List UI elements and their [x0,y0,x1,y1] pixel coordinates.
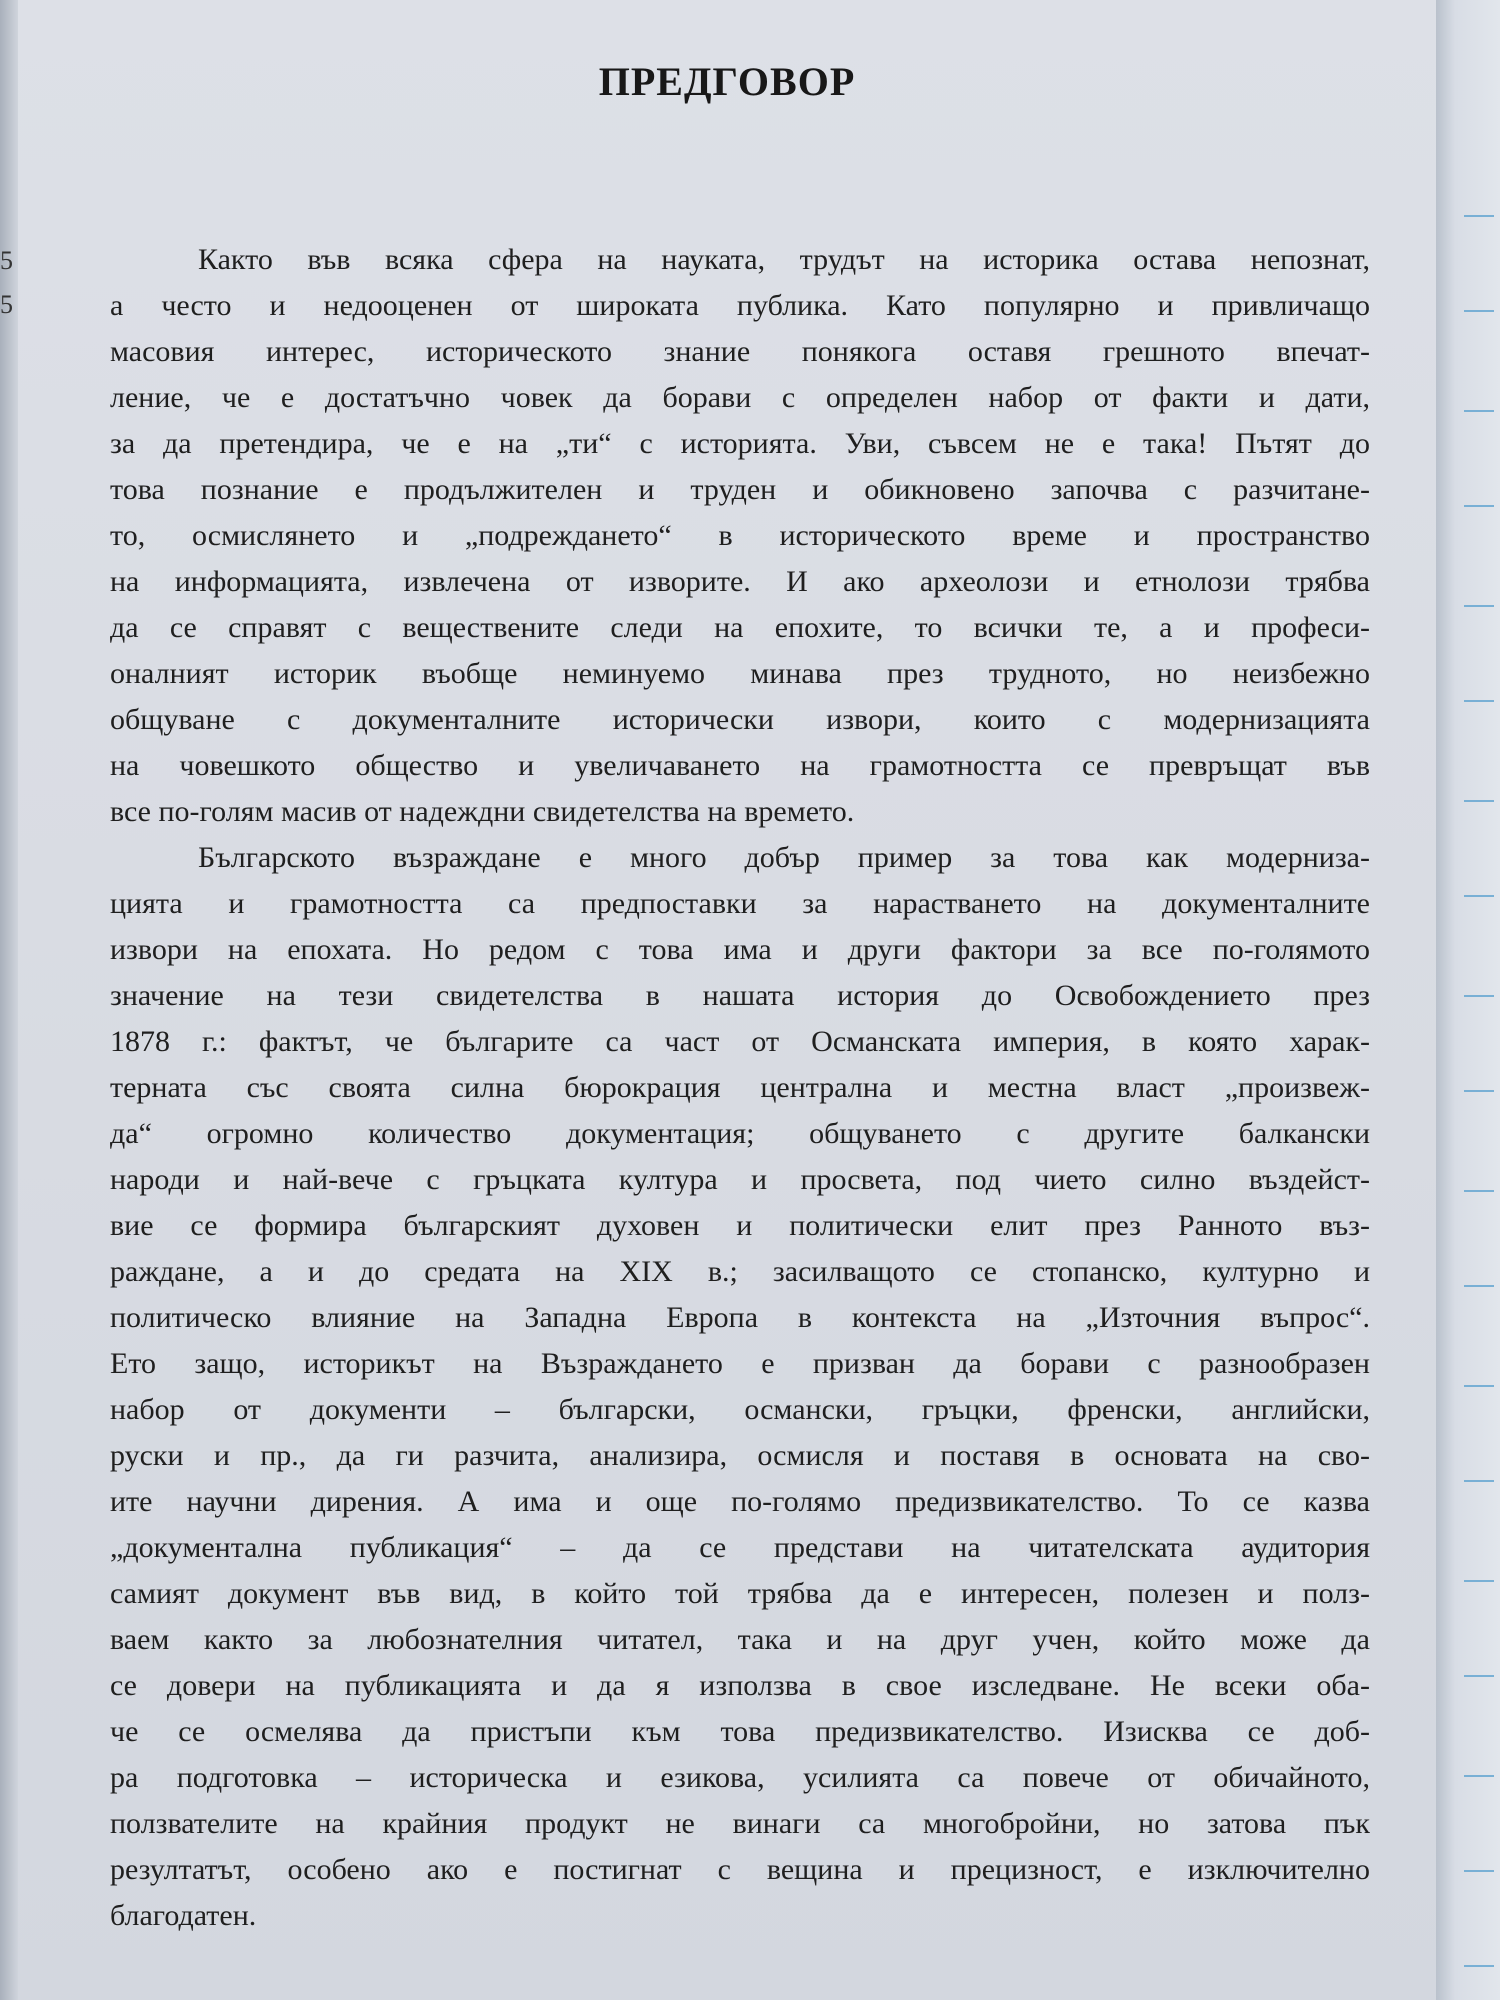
ruled-line [1464,605,1494,607]
ruled-line [1464,1385,1494,1387]
text-line: ваем както за любознателния читател, така и на друг учен, който може да [110,1623,1370,1656]
text-line: извори на епохата. Но редом с това има и други фактори за все по-голямото [110,933,1370,966]
ruled-line [1464,995,1494,997]
text-line: самият документ във вид, в който той трябва да е интересен, полезен и полз- [110,1577,1370,1610]
text-line: се довери на публикацията и да я използва в свое изследване. Не всеки оба- [110,1669,1370,1702]
book-page [18,0,1436,2000]
ruled-line [1464,1480,1494,1482]
text-line: да“ огромно количество документация; общуването с другите балкански [110,1117,1370,1150]
next-page-edge [1436,0,1500,2000]
text-line: благодатен. [110,1899,257,1932]
text-line: то, осмислянето и „подреждането“ в историческото време и пространство [110,519,1370,552]
text-line: ра подготовка – историческа и езикова, усилията са повече от обичайното, [110,1761,1370,1794]
text-line: 1878 г.: фактът, че българите са част от Османската империя, в която харак- [110,1025,1370,1058]
text-line: на информацията, извлечена от изворите. И ако археолози и етнолози трябва [110,565,1370,598]
edge-mark: 5 [0,246,13,275]
ruled-line [1464,895,1494,897]
text-line: Както във всяка сфера на науката, трудът на историка остава непознат, [198,243,1370,276]
ruled-line [1464,700,1494,702]
text-line: това познание е продължителен и труден и обикновено започва с разчитане- [110,473,1370,506]
body-text [110,237,1370,1939]
ruled-line [1464,1285,1494,1287]
facing-page-edge [0,0,18,2000]
ruled-line [1464,1675,1494,1677]
text-line: значение на тези свидетелства в нашата история до Освобождението през [110,979,1370,1012]
text-line: че се осмелява да пристъпи към това предизвикателство. Изисква се доб- [110,1715,1370,1748]
text-line: общуване с документалните исторически извори, които с модернизацията [110,703,1370,736]
text-line: оналният историк въобще неминуемо минава през трудното, но неизбежно [110,657,1370,690]
ruled-line [1464,1580,1494,1582]
ruled-line [1464,800,1494,802]
page-title: ПРЕДГОВОР [598,59,856,104]
ruled-line [1464,310,1494,312]
ruled-line [1464,215,1494,217]
text-line: народи и най-вече с гръцката култура и просвета, под чието силно въздейст- [110,1163,1370,1196]
text-line: за да претендира, че е на „ти“ с историята. Уви, съвсем не е така! Пътят до [110,427,1370,460]
text-line: масовия интерес, историческото знание понякога оставя грешното впечат- [110,335,1370,368]
ruled-line [1464,1090,1494,1092]
ruled-line [1464,1870,1494,1872]
text-line: да се справят с веществените следи на епохите, то всички те, а и професи- [110,611,1370,644]
ruled-line [1464,505,1494,507]
text-line: вие се формира българският духовен и политически елит през Ранното въз- [110,1209,1370,1242]
text-line: ление, че е достатъчно човек да борави с определен набор от факти и дати, [110,381,1370,414]
text-line: а често и недооценен от широката публика. Като популярно и привличащо [110,289,1370,322]
text-line: политическо влияние на Западна Европа в контекста на „Източния въпрос“. [110,1301,1370,1334]
ruled-line [1464,1965,1494,1967]
ruled-line [1464,1775,1494,1777]
ruled-line [1464,410,1494,412]
text-line: цията и грамотността са предпоставки за нарастването на документалните [110,887,1370,920]
text-line: ползвателите на крайния продукт не винаги са многобройни, но затова пък [110,1807,1370,1840]
text-line: руски и пр., да ги разчита, анализира, осмисля и поставя в основата на сво- [110,1439,1370,1472]
text-line: раждане, а и до средата на XIX в.; засилващото се стопанско, културно и [110,1255,1370,1288]
text-line: все по-голям масив от надеждни свидетелства на времето. [110,795,855,828]
text-line: резултатът, особено ако е постигнат с вещина и прецизност, е изключително [110,1853,1370,1886]
ruled-line [1464,1190,1494,1192]
text-line: ите научни дирения. А има и още по-голямо предизвикателство. То се казва [110,1485,1370,1518]
text-line: терната със своята силна бюрокрация централна и местна власт „произвеж- [110,1071,1370,1104]
text-line: Ето защо, историкът на Възраждането е призван да борави с разнообразен [110,1347,1370,1380]
edge-mark: 5 [0,290,13,319]
text-line: на човешкото общество и увеличаването на грамотността се превръщат във [110,749,1370,782]
text-line: „документална публикация“ – да се представи на читателската аудитория [110,1531,1370,1564]
text-line: набор от документи – български, османски, гръцки, френски, английски, [110,1393,1370,1426]
text-line: Българското възраждане е много добър пример за това как модерниза- [198,841,1370,874]
